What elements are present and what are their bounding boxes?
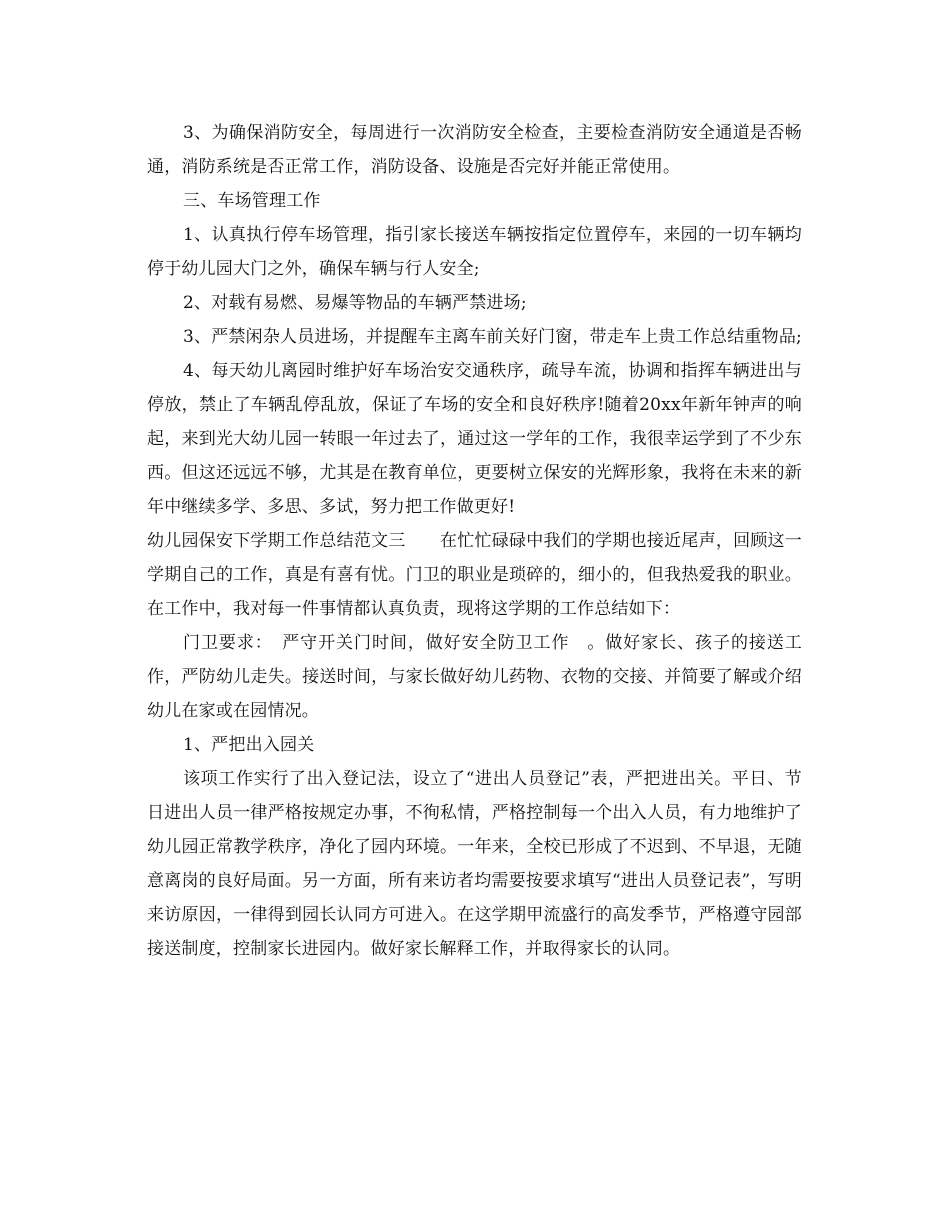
document-page: [147, 116, 802, 966]
section-heading-parking: 三、车场管理工作: [183, 191, 321, 211]
paragraph-parking-rule-3: 3、严禁闲杂人员进场，并提醒车主离车前关好门窗，带走车上贵工作总结重物品;: [183, 327, 802, 347]
paragraph-parking-rule-2: 2、对载有易燃、易爆等物品的车辆严禁进场;: [183, 293, 527, 313]
paragraph-summary-three: 幼儿园保安下学期工作总结范文三 在忙忙碌碌中我们的学期也接近尾声，回顾这一学期自己的工作，真是有喜有忧。门卫的职业是琐碎的，细小的，但我热爱我的职业。在工作中，我对每一件事情都认真负责，现将这学期的工作总结如下：: [147, 531, 802, 619]
paragraph-parking-rule-4: 4、每天幼儿离园时维护好车场治安交通秩序，疏导车流，协调和指挥车辆进出与停放，禁止了车辆乱停乱放，保证了车场的安全和良好秩序!随着20xx年新年钟声的响起，来到光大幼儿园一转眼一年过去了，通过这一学年的工作，我很幸运学到了不少东西。但这还远远不够，尤其是在教育单位，更要树立保安的光辉形象，我将在未来的新年中继续多学、多思、多试，努力把工作做更好!: [147, 361, 802, 517]
paragraph-parking-rule-1: 1、认真执行停车场管理，指引家长接送车辆按指定位置停车，来园的一切车辆均停于幼儿园大门之外，确保车辆与行人安全;: [147, 225, 802, 279]
paragraph-entry-registration: 该项工作实行了出入登记法，设立了“进出人员登记”表，严把进出关。平日、节日进出人员一律严格按规定办事，不徇私情，严格控制每一个出入人员，有力地维护了幼儿园正常教学秩序，净化了园内环境。一年来，全校已形成了不迟到、不早退，无随意离岗的良好局面。另一方面，所有来访者均需要按要求填写“进出人员登记表”，写明来访原因，一律得到园长认同方可进入。在这学期甲流盛行的高发季节，严格遵守园部接送制度，控制家长进园内。做好家长解释工作，并取得家长的认同。: [147, 769, 802, 959]
paragraph-guard-requirements: 门卫要求： 严守开关门时间，做好安全防卫工作 。做好家长、孩子的接送工作，严防幼儿走失。接送时间，与家长做好幼儿药物、衣物的交接、并简要了解或介绍幼儿在家或在园情况。: [147, 633, 802, 721]
subheading-entry-control: 1、严把出入园关: [183, 735, 315, 755]
paragraph-fire-safety-check: 3、为确保消防安全，每周进行一次消防安全检查，主要检查消防安全通道是否畅通，消防系统是否正常工作，消防设备、设施是否完好并能正常使用。: [147, 123, 802, 177]
